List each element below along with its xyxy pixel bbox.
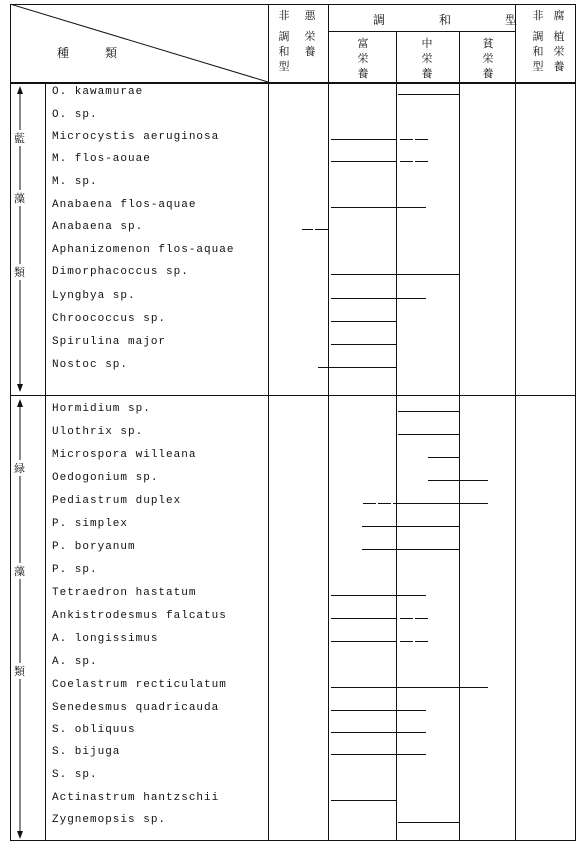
harmonic-sub-divider: [328, 31, 516, 32]
species-name: Microspora willeana: [52, 449, 197, 461]
species-name: Lyngbya sp.: [52, 290, 136, 302]
species-name: A. longissimus: [52, 633, 159, 645]
range-line: [331, 618, 396, 619]
range-line: [331, 321, 396, 322]
species-name: P. sp.: [52, 564, 98, 576]
range-dash: [400, 618, 413, 619]
species-name: Tetraedron hastatum: [52, 587, 197, 599]
species-name: S. obliquus: [52, 724, 136, 736]
range-line: [362, 526, 459, 527]
range-dash: [415, 161, 428, 162]
col-divider-species: [268, 4, 269, 841]
col-divider-eut: [396, 31, 397, 841]
species-name: A. sp.: [52, 656, 98, 668]
range-dash: [415, 641, 428, 642]
species-name: S. sp.: [52, 769, 98, 781]
range-line: [331, 274, 459, 275]
range-line: [428, 457, 460, 458]
header-dystrophic-col1: 非 調 和 型: [532, 10, 544, 73]
header-eutrophic: 富 栄 養: [357, 38, 369, 80]
species-name: Dimorphacoccus sp.: [52, 266, 189, 278]
range-line: [362, 549, 459, 550]
range-line: [331, 139, 396, 140]
species-header: 種 類: [57, 46, 122, 60]
table-border-bottom: [10, 840, 576, 841]
species-name: Senedesmus quadricauda: [52, 702, 220, 714]
range-dash: [302, 229, 313, 230]
species-name: O. sp.: [52, 109, 98, 121]
range-dash: [315, 229, 328, 230]
group-label-cyano-2: 藻: [14, 190, 26, 206]
species-name: Chroococcus sp.: [52, 313, 167, 325]
range-line: [398, 822, 460, 823]
range-line: [428, 480, 488, 481]
species-name: Actinastrum hantzschii: [52, 792, 220, 804]
species-name: Oedogonium sp.: [52, 472, 159, 484]
range-line: [398, 434, 460, 435]
range-line: [331, 754, 426, 755]
range-dash: [415, 139, 428, 140]
header-nonharm-col2: 悪 栄 養: [304, 10, 316, 58]
species-name: O. kawamurae: [52, 86, 144, 98]
range-line: [331, 344, 396, 345]
species-name: P. boryanum: [52, 541, 136, 553]
species-name: Hormidium sp.: [52, 403, 151, 415]
group-label-cyano-1: 藍: [14, 130, 26, 146]
species-name: Ulothrix sp.: [52, 426, 144, 438]
header-mesotrophic: 中 栄 養: [421, 38, 433, 80]
group-col-divider: [45, 83, 46, 841]
range-dash: [400, 139, 413, 140]
col-divider-harm: [515, 4, 516, 841]
range-line: [398, 94, 460, 95]
group-divider: [10, 395, 576, 396]
species-name: Anabaena flos-aquae: [52, 199, 197, 211]
range-dash: [378, 503, 391, 504]
header-nonharm-col1: 非 調 和 型: [278, 10, 290, 73]
range-dash: [363, 503, 376, 504]
range-dash: [400, 641, 413, 642]
species-name: Microcystis aeruginosa: [52, 131, 220, 143]
range-line: [331, 641, 396, 642]
table-border-left: [10, 4, 11, 841]
species-name: Zygnemopsis sp.: [52, 814, 167, 826]
table-border-right: [575, 4, 576, 841]
species-name: Aphanizomenon flos-aquae: [52, 244, 235, 256]
species-name: Spirulina major: [52, 336, 167, 348]
species-name: S. bijuga: [52, 746, 121, 758]
range-line: [393, 503, 488, 504]
species-name: M. flos-aouae: [52, 153, 151, 165]
group-label-green-3: 類: [14, 663, 26, 679]
species-name: Ankistrodesmus falcatus: [52, 610, 227, 622]
range-line: [398, 411, 460, 412]
range-line: [331, 687, 488, 688]
species-name: M. sp.: [52, 176, 98, 188]
range-line: [331, 710, 426, 711]
header-oligotrophic: 貧 栄 養: [482, 38, 494, 80]
range-line: [331, 800, 396, 801]
group-label-cyano-3: 類: [14, 264, 26, 280]
header-dystrophic-col2: 腐 植 栄 養: [553, 10, 565, 73]
species-name: Nostoc sp.: [52, 359, 129, 371]
col-divider-mid: [459, 31, 460, 841]
col-divider-nonharm: [328, 4, 329, 841]
header-diagonal: [10, 4, 270, 83]
group-label-green-1: 緑: [14, 460, 26, 476]
species-name: Pediastrum duplex: [52, 495, 182, 507]
range-line: [331, 161, 396, 162]
group-label-green-2: 藻: [14, 563, 26, 579]
range-line: [331, 595, 426, 596]
harmonic-header: 調 和 型: [373, 13, 528, 27]
species-name: P. simplex: [52, 518, 129, 530]
range-dash: [400, 161, 413, 162]
species-name: Coelastrum recticulatum: [52, 679, 227, 691]
range-line: [331, 298, 426, 299]
species-name: Anabaena sp.: [52, 221, 144, 233]
range-line: [318, 367, 396, 368]
range-line: [331, 732, 426, 733]
range-line: [331, 207, 426, 208]
range-dash: [415, 618, 428, 619]
